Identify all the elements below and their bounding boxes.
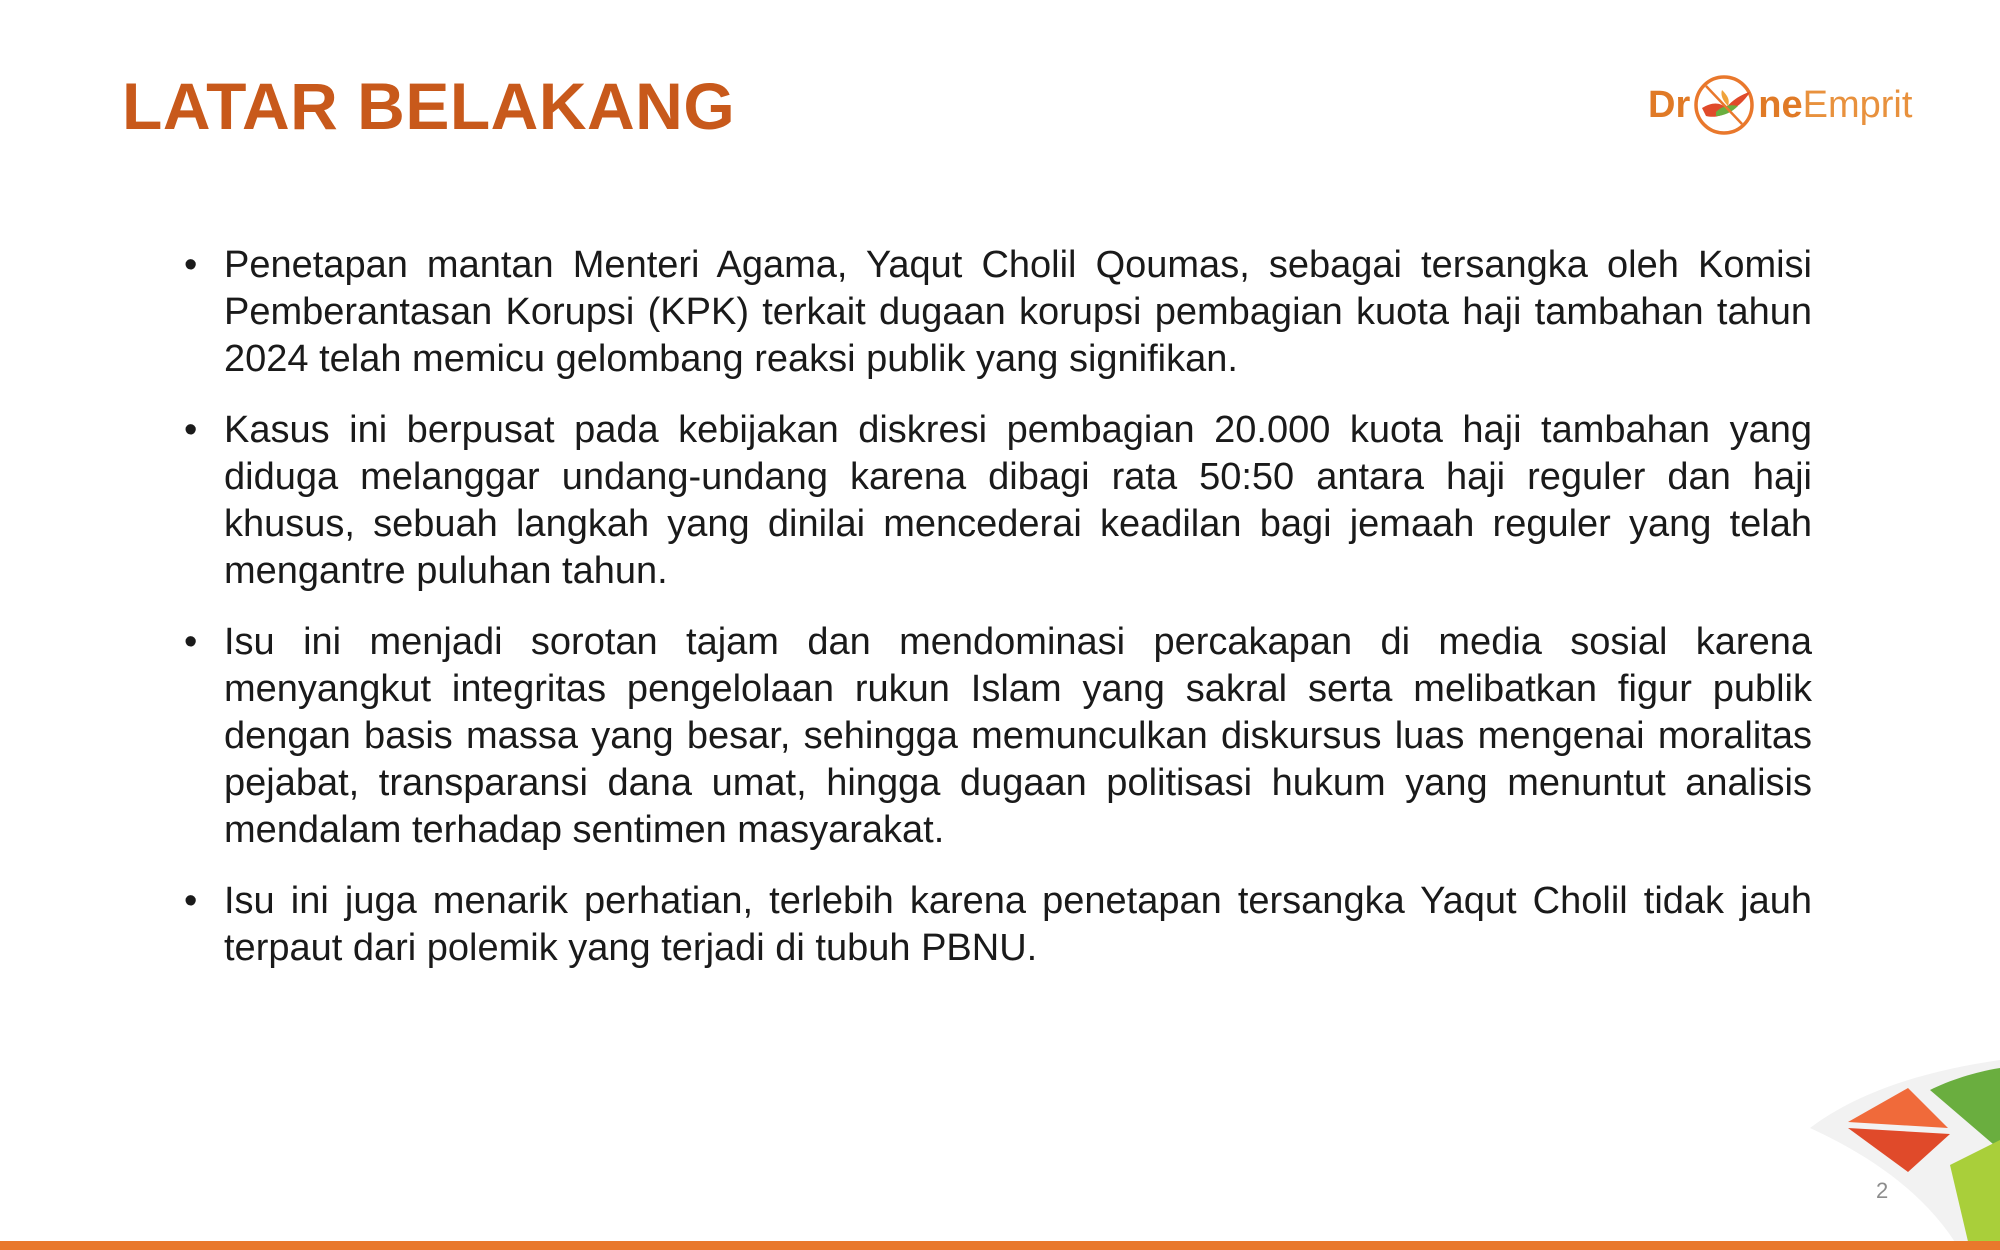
bullet-item: • Kasus ini berpusat pada kebijakan diskresi pembagian 20.000 kuota haji tambahan yang diduga melanggar undang-undang karena dibagi rata 50:50 antara haji reguler dan haji khusus, sebuah langkah yang dinilai mencederai keadilan bagi jemaah reguler yang telah mengantre puluhan tahun. bbox=[176, 407, 1812, 595]
bottom-accent-bar bbox=[0, 1241, 2000, 1250]
logo-text-dr: Dr bbox=[1648, 83, 1691, 126]
slide-title: LATAR BELAKANG bbox=[122, 69, 736, 143]
bullet-item: • Isu ini menjadi sorotan tajam dan mendominasi percakapan di media sosial karena menyangkut integritas pengelolaan rukun Islam yang sakral serta melibatkan figur publik dengan basis massa yang besar, sehingga memunculkan diskursus luas mengenai moralitas pejabat, transparansi dana umat, hingga dugaan politisasi hukum yang menuntut analisis mendalam terhadap sentimen masyarakat. bbox=[176, 619, 1812, 854]
drone-bird-icon bbox=[1692, 72, 1756, 138]
bullet-item: • Penetapan mantan Menteri Agama, Yaqut Cholil Qoumas, sebagai tersangka oleh Komisi Pemberantasan Korupsi (KPK) terkait dugaan korupsi pembagian kuota haji tambahan tahun 2024 telah memicu gelombang reaksi publik yang signifikan. bbox=[176, 242, 1812, 383]
drone-emprit-logo bbox=[1648, 70, 1912, 140]
logo-text-emprit: Emprit bbox=[1802, 83, 1913, 126]
bullet-item: • Isu ini juga menarik perhatian, terlebih karena penetapan tersangka Yaqut Cholil tidak jauh terpaut dari polemik yang terjadi di tubuh PBNU. bbox=[176, 878, 1812, 972]
logo-text-ne: ne bbox=[1758, 83, 1803, 126]
page-number: 2 bbox=[1876, 1178, 1889, 1203]
content-area bbox=[176, 242, 1812, 996]
corner-decoration bbox=[1800, 1000, 2000, 1250]
bullet-list bbox=[176, 242, 1812, 972]
